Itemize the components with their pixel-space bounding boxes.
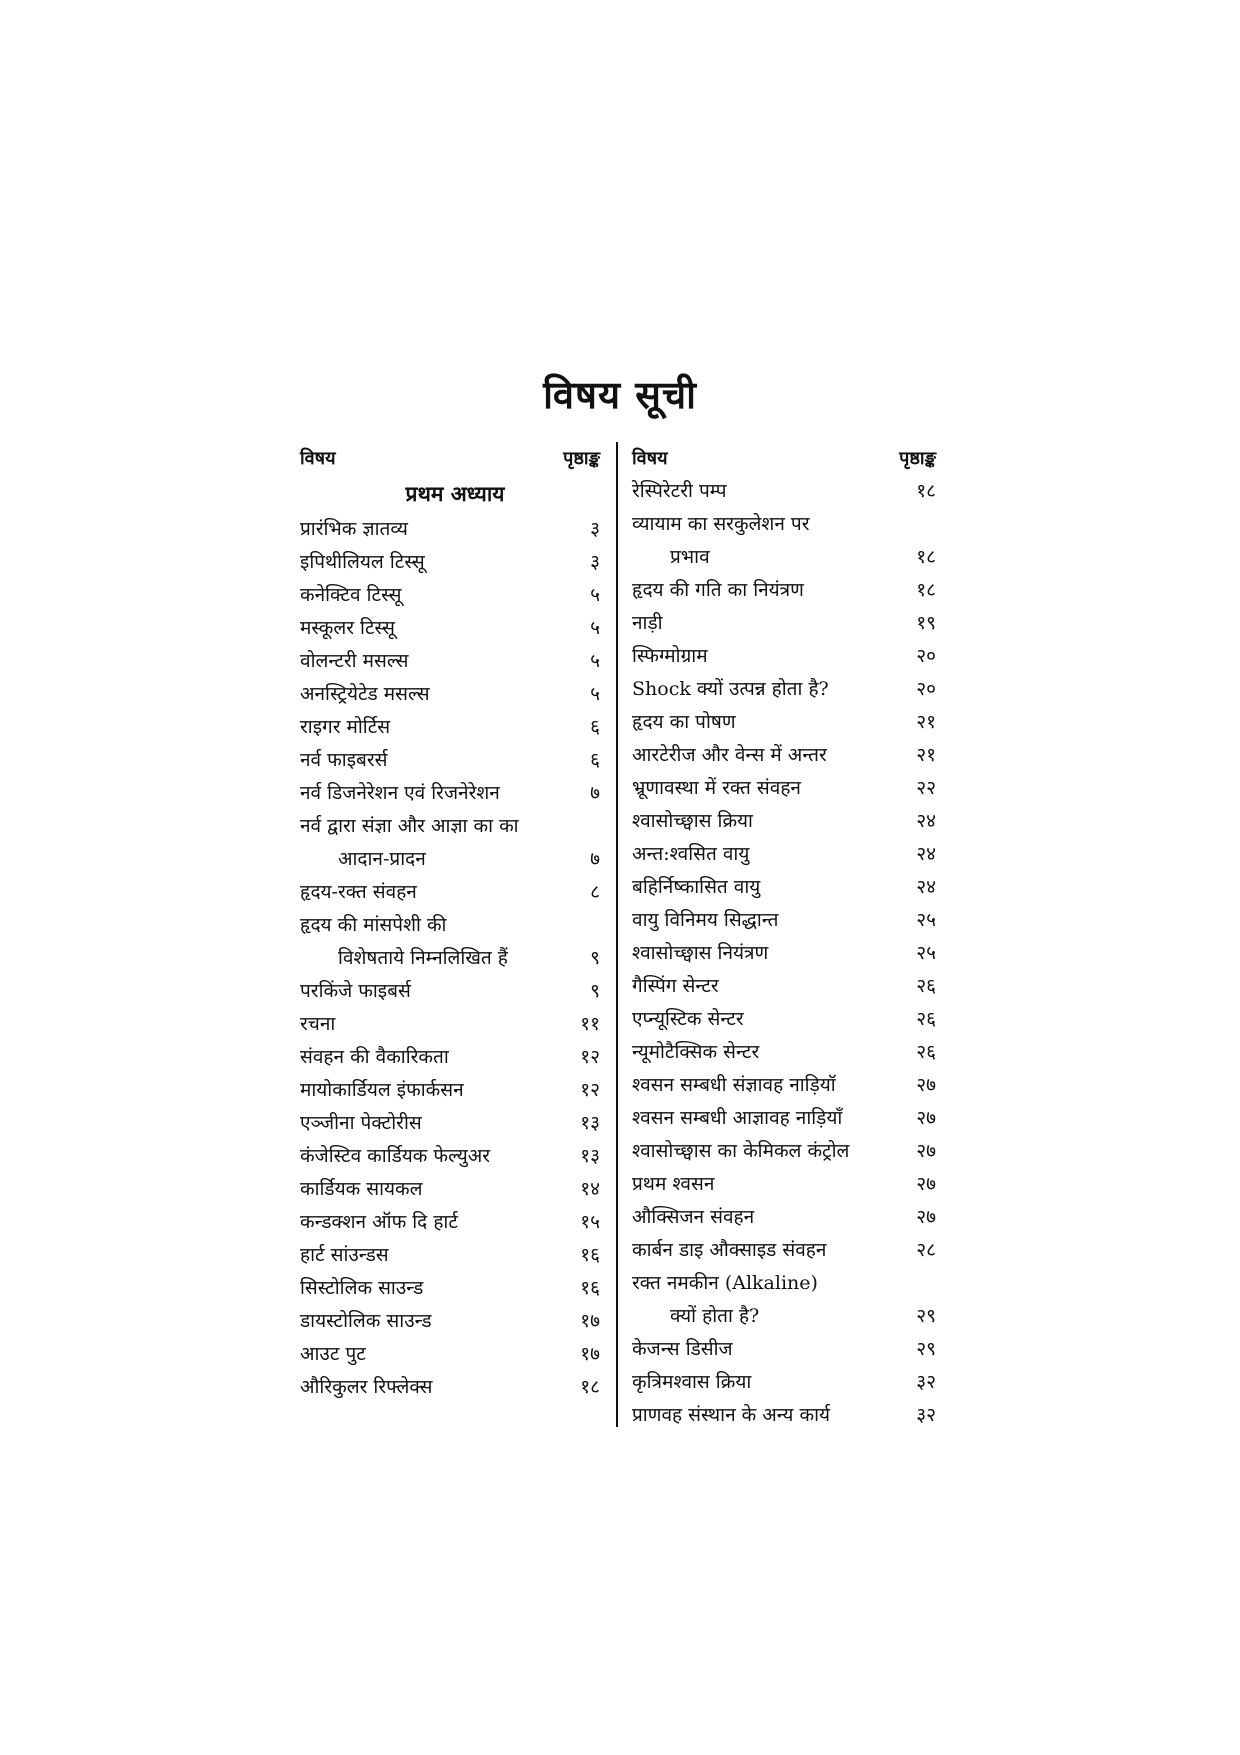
- toc-entry-page: १६: [580, 1244, 600, 1266]
- toc-entry: [300, 1135, 600, 1168]
- toc-entry-topic: प्रथम श्वसन: [632, 1173, 715, 1195]
- toc-entry-topic: औक्सिजन संवहन: [632, 1206, 755, 1228]
- toc-entry-page: २०: [916, 678, 936, 700]
- toc-entry-page: २९: [916, 1338, 936, 1360]
- toc-entry-topic: मस्कूलर टिस्सू: [300, 617, 395, 639]
- toc-entry: [300, 739, 600, 772]
- toc-entry-topic: आदान-प्रादन: [338, 848, 426, 870]
- toc-entry: [300, 1234, 600, 1267]
- toc-entry-page: ३२: [916, 1371, 936, 1393]
- toc-entry-topic: विशेषताये निम्नलिखित हैं: [338, 947, 508, 969]
- toc-entry-topic: अनस्ट्रियेटेड मसल्स: [300, 683, 430, 705]
- toc-left-list: [300, 508, 600, 1399]
- toc-left-column: [300, 442, 600, 1399]
- toc-entry: [300, 673, 600, 706]
- toc-entry-page: १२: [580, 1046, 600, 1068]
- toc-entry-topic: श्वासोच्छ्वास क्रिया: [632, 810, 753, 832]
- toc-entry-page: २४: [916, 843, 936, 865]
- toc-entry: [632, 767, 936, 800]
- toc-entry: [632, 1163, 936, 1196]
- toc-entry: [632, 1097, 936, 1130]
- toc-entry-topic: रेस्पिरेटरी पम्प: [632, 480, 727, 502]
- toc-entry-topic: नर्व फाइबरर्स: [300, 749, 388, 771]
- toc-entry: [300, 607, 600, 640]
- toc-entry: [300, 574, 600, 607]
- toc-entry-page: १३: [580, 1145, 600, 1167]
- toc-entry: [300, 1333, 600, 1366]
- toc-entry-page: २७: [916, 1107, 936, 1129]
- toc-entry-page: २७: [916, 1140, 936, 1162]
- page-title: विषय सूची: [543, 372, 697, 417]
- toc-entry-page: १६: [580, 1277, 600, 1299]
- toc-entry-topic: कार्बन डाइ औक्साइड संवहन: [632, 1239, 827, 1261]
- toc-entry-topic: न्यूमोटैक्सिक सेन्टर: [632, 1041, 760, 1063]
- toc-entry: [300, 1300, 600, 1333]
- toc-entry-topic: आरटेरीज और वेन्स में अन्तर: [632, 744, 827, 766]
- toc-entry: [632, 1031, 936, 1064]
- toc-entry: [632, 635, 936, 668]
- toc-entry: [300, 1168, 600, 1201]
- toc-entry: [632, 1328, 936, 1361]
- toc-entry-topic: श्वासोच्छ्वास का केमिकल कंट्रोल: [632, 1140, 850, 1162]
- toc-entry-topic: Shock क्यों उत्पन्न होता है?: [632, 678, 829, 700]
- toc-entry: [632, 1394, 936, 1427]
- toc-entry: [300, 508, 600, 541]
- chapter-heading: प्रथम अध्याय: [405, 481, 505, 506]
- toc-entry-page: ८: [590, 881, 600, 903]
- toc-entry-topic: श्वसन सम्बधी संज्ञावह नाड़ियॉ: [632, 1074, 836, 1096]
- toc-entry-topic: नर्व डिजनेरेशन एवं रिजनेरेशन: [300, 782, 500, 804]
- toc-entry-topic: कार्डियक सायकल: [300, 1178, 423, 1200]
- toc-entry-topic: वायु विनिमय सिद्धान्त: [632, 909, 779, 931]
- toc-entry-topic: प्रारंभिक ज्ञातव्य: [300, 518, 408, 540]
- toc-entry-topic: क्यों होता है?: [670, 1305, 760, 1327]
- toc-entry: [300, 937, 600, 970]
- toc-entry-page: ३: [590, 551, 600, 573]
- toc-entry-topic: केजन्स डिसीज: [632, 1338, 733, 1360]
- toc-entry-page: ६: [590, 716, 600, 738]
- toc-entry: [300, 640, 600, 673]
- toc-entry: [300, 1201, 600, 1234]
- toc-entry: [632, 833, 936, 866]
- toc-entry-page: ५: [590, 617, 600, 639]
- toc-entry-page: ७: [590, 848, 600, 870]
- toc-entry-page: ३२: [916, 1404, 936, 1426]
- toc-entry-topic: अन्त:श्वसित वायु: [632, 843, 750, 865]
- toc-entry-topic: श्वासोच्छ्वास नियंत्रण: [632, 942, 769, 964]
- toc-entry-topic: सिस्टोलिक साउन्ड: [300, 1277, 424, 1299]
- toc-entry-page: ५: [590, 584, 600, 606]
- toc-entry-page: ५: [590, 683, 600, 705]
- toc-entry-topic: हृदय-रक्त संवहन: [300, 881, 417, 903]
- toc-entry: [632, 1196, 936, 1229]
- toc-entry-topic: एप्न्यूस्टिक सेन्टर: [632, 1008, 744, 1030]
- toc-entry-topic: स्फिग्मोग्राम: [632, 645, 708, 667]
- toc-entry-page: १७: [580, 1343, 600, 1365]
- toc-entry-page: १९: [916, 612, 936, 634]
- toc-entry-topic: गैस्पिंग सेन्टर: [632, 975, 719, 997]
- toc-entry: [632, 800, 936, 833]
- toc-entry: [632, 899, 936, 932]
- toc-entry-topic: भ्रूणावस्था में रक्त संवहन: [632, 777, 801, 799]
- toc-entry: [632, 1361, 936, 1394]
- toc-entry-page: १७: [580, 1310, 600, 1332]
- page-header: पृष्ठाङ्क: [563, 448, 600, 469]
- toc-entry: [300, 1102, 600, 1135]
- toc-entry-page: १४: [580, 1178, 600, 1200]
- toc-entry-topic: नाड़ी: [632, 612, 663, 634]
- toc-entry: [632, 602, 936, 635]
- toc-entry: [632, 536, 936, 569]
- toc-entry: [632, 1064, 936, 1097]
- toc-entry-page: २२: [916, 777, 936, 799]
- toc-entry: [300, 805, 600, 838]
- toc-entry: [632, 998, 936, 1031]
- toc-entry-page: ९: [590, 980, 600, 1002]
- toc-entry-topic: कन्डक्शन ऑफ दि हार्ट: [300, 1211, 458, 1233]
- toc-entry-page: २५: [916, 909, 936, 931]
- toc-entry-page: २६: [916, 1008, 936, 1030]
- toc-right-list: [632, 470, 936, 1427]
- toc-entry: [300, 904, 600, 937]
- toc-entry-topic: नर्व द्वारा संज्ञा और आज्ञा का का: [300, 815, 519, 837]
- toc-entry-topic: आउट पुट: [300, 1343, 366, 1365]
- toc-entry-page: २१: [916, 744, 936, 766]
- toc-entry-topic: कंजेस्टिव कार्डियक फेल्युअर: [300, 1145, 491, 1167]
- toc-entry-page: २१: [916, 711, 936, 733]
- page-header: पृष्ठाङ्क: [899, 448, 936, 469]
- toc-entry: [300, 871, 600, 904]
- toc-entry-topic: डायस्टोलिक साउन्ड: [300, 1310, 432, 1332]
- toc-entry-page: १८: [580, 1376, 600, 1398]
- toc-entry-page: २७: [916, 1206, 936, 1228]
- toc-entry-page: १२: [580, 1079, 600, 1101]
- toc-entry: [300, 838, 600, 871]
- toc-entry-page: २४: [916, 876, 936, 898]
- toc-entry-topic: प्राणवह संस्थान के अन्य कार्य: [632, 1404, 831, 1426]
- toc-entry-topic: मायोकार्डियल इंफार्कसन: [300, 1079, 464, 1101]
- toc-entry-page: २०: [916, 645, 936, 667]
- toc-entry: [632, 503, 936, 536]
- toc-entry: [300, 1069, 600, 1102]
- toc-entry-page: ७: [590, 782, 600, 804]
- toc-entry: [632, 701, 936, 734]
- toc-entry: [632, 668, 936, 701]
- toc-entry-page: २५: [916, 942, 936, 964]
- toc-entry: [300, 1267, 600, 1300]
- toc-entry-topic: संवहन की वैकारिकता: [300, 1046, 449, 1068]
- toc-entry-page: १८: [916, 579, 936, 601]
- topic-header: विषय: [632, 448, 668, 469]
- toc-entry: [300, 970, 600, 1003]
- toc-entry-topic: इपिथीलियल टिस्सू: [300, 551, 425, 573]
- toc-entry-page: २७: [916, 1173, 936, 1195]
- topic-header: विषय: [300, 448, 336, 469]
- toc-entry-page: १३: [580, 1112, 600, 1134]
- toc-entry-topic: श्वसन सम्बधी आज्ञावह नाड़ियाँ: [632, 1107, 843, 1129]
- toc-entry-topic: हृदय की मांसपेशी की: [300, 914, 447, 936]
- toc-entry-topic: हृदय की गति का नियंत्रण: [632, 579, 804, 601]
- toc-entry-topic: कनेक्टिव टिस्सू: [300, 584, 402, 606]
- toc-entry-topic: कृत्रिमश्वास क्रिया: [632, 1371, 752, 1393]
- toc-right-header: [632, 442, 936, 470]
- toc-entry-page: १८: [916, 480, 936, 502]
- toc-left-header: [300, 442, 600, 470]
- toc-entry: [632, 866, 936, 899]
- toc-entry-page: ६: [590, 749, 600, 771]
- toc-entry: [300, 772, 600, 805]
- toc-entry-topic: हृदय का पोषण: [632, 711, 736, 733]
- toc-entry: [632, 734, 936, 767]
- toc-entry-page: २४: [916, 810, 936, 832]
- toc-entry-topic: हार्ट सांउन्डस: [300, 1244, 389, 1266]
- toc-entry: [632, 1130, 936, 1163]
- toc-entry: [300, 1036, 600, 1069]
- toc-entry: [632, 1262, 936, 1295]
- toc-entry-page: २६: [916, 1041, 936, 1063]
- toc-entry-page: १८: [916, 546, 936, 568]
- toc-entry-topic: रक्त नमकीन (Alkaline): [632, 1272, 818, 1294]
- toc-entry: [300, 541, 600, 574]
- toc-entry: [632, 470, 936, 503]
- toc-entry: [300, 1003, 600, 1036]
- toc-entry-page: २७: [916, 1074, 936, 1096]
- toc-right-column: [632, 442, 936, 1427]
- toc-entry-topic: बहिर्निष्कासित वायु: [632, 876, 761, 898]
- toc-entry-page: ११: [580, 1013, 600, 1035]
- toc-entry-topic: औरिकुलर रिफ्लेक्स: [300, 1376, 433, 1398]
- toc-entry: [300, 1366, 600, 1399]
- toc-entry-page: २८: [916, 1239, 936, 1261]
- toc-entry: [632, 1295, 936, 1328]
- toc-entry-page: ३: [590, 518, 600, 540]
- toc-entry: [632, 932, 936, 965]
- toc-entry: [632, 1229, 936, 1262]
- column-divider: [616, 442, 618, 1427]
- toc-entry-topic: एञ्जीना पेक्टोरीस: [300, 1112, 422, 1134]
- toc-entry-topic: परकिंजे फाइबर्स: [300, 980, 411, 1002]
- toc-entry: [632, 569, 936, 602]
- toc-entry-page: १५: [580, 1211, 600, 1233]
- toc-entry-topic: रचना: [300, 1013, 336, 1035]
- toc-entry: [632, 965, 936, 998]
- toc-entry: [300, 706, 600, 739]
- toc-entry-page: २६: [916, 975, 936, 997]
- toc-entry-page: २९: [916, 1305, 936, 1327]
- toc-entry-page: ९: [590, 947, 600, 969]
- toc-entry-topic: राइगर मोर्टिस: [300, 716, 391, 738]
- toc-entry-topic: वोलन्टरी मसल्स: [300, 650, 409, 672]
- toc-entry-page: ५: [590, 650, 600, 672]
- toc-entry-topic: प्रभाव: [670, 546, 710, 568]
- toc-entry-topic: व्यायाम का सरकुलेशन पर: [632, 513, 810, 535]
